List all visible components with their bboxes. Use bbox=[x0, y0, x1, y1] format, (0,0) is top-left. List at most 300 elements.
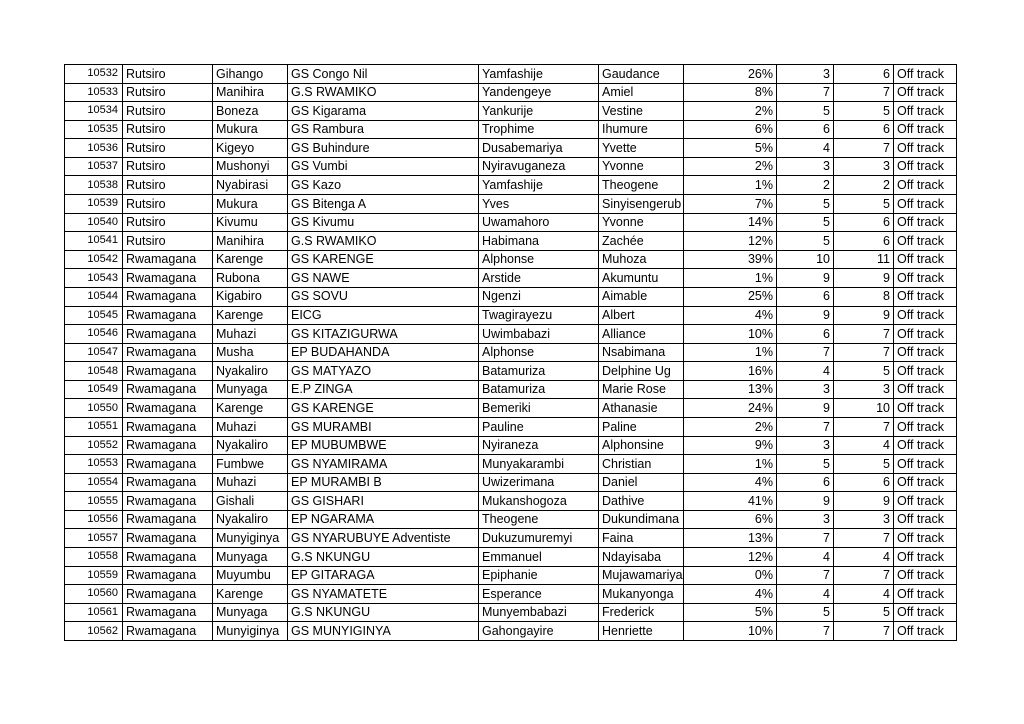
cell-id: 10537 bbox=[65, 157, 123, 176]
cell-percent: 41% bbox=[684, 492, 777, 511]
cell-district: Rwamagana bbox=[123, 436, 213, 455]
cell-district: Rwamagana bbox=[123, 399, 213, 418]
cell-sector: Muhazi bbox=[213, 473, 288, 492]
cell-sector: Munyiginya bbox=[213, 622, 288, 641]
cell-teacher-last-name: Paline bbox=[599, 417, 684, 436]
cell-score-b: 7 bbox=[834, 83, 894, 102]
cell-school: GS Kazo bbox=[288, 176, 479, 195]
cell-id: 10543 bbox=[65, 269, 123, 288]
cell-status: Off track bbox=[894, 622, 957, 641]
cell-sector: Gishali bbox=[213, 492, 288, 511]
table-row bbox=[65, 120, 957, 139]
cell-district: Rutsiro bbox=[123, 232, 213, 251]
cell-score-b: 7 bbox=[834, 529, 894, 548]
cell-teacher-last-name: Dukundimana bbox=[599, 510, 684, 529]
cell-district: Rutsiro bbox=[123, 83, 213, 102]
table-row bbox=[65, 176, 957, 195]
cell-sector: Manihira bbox=[213, 232, 288, 251]
cell-school: GS KARENGE bbox=[288, 399, 479, 418]
cell-teacher-first-name: Dukuzumuremyi bbox=[479, 529, 599, 548]
cell-score-b: 6 bbox=[834, 120, 894, 139]
cell-score-b: 9 bbox=[834, 306, 894, 325]
cell-district: Rwamagana bbox=[123, 492, 213, 511]
cell-score-a: 5 bbox=[777, 195, 834, 214]
cell-district: Rwamagana bbox=[123, 287, 213, 306]
cell-score-a: 7 bbox=[777, 622, 834, 641]
cell-teacher-last-name: Yvonne bbox=[599, 213, 684, 232]
cell-id: 10557 bbox=[65, 529, 123, 548]
cell-teacher-first-name: Alphonse bbox=[479, 343, 599, 362]
cell-status: Off track bbox=[894, 603, 957, 622]
cell-status: Off track bbox=[894, 213, 957, 232]
cell-percent: 8% bbox=[684, 83, 777, 102]
cell-school: GS GISHARI bbox=[288, 492, 479, 511]
cell-percent: 5% bbox=[684, 603, 777, 622]
cell-teacher-last-name: Dathive bbox=[599, 492, 684, 511]
cell-teacher-first-name: Munyakarambi bbox=[479, 455, 599, 474]
cell-id: 10532 bbox=[65, 65, 123, 84]
cell-sector: Kigabiro bbox=[213, 287, 288, 306]
cell-score-a: 4 bbox=[777, 139, 834, 158]
cell-district: Rwamagana bbox=[123, 325, 213, 344]
cell-percent: 16% bbox=[684, 362, 777, 381]
cell-score-a: 3 bbox=[777, 65, 834, 84]
cell-teacher-first-name: Pauline bbox=[479, 417, 599, 436]
cell-teacher-first-name: Uwamahoro bbox=[479, 213, 599, 232]
cell-teacher-first-name: Habimana bbox=[479, 232, 599, 251]
cell-teacher-last-name: Theogene bbox=[599, 176, 684, 195]
cell-id: 10550 bbox=[65, 399, 123, 418]
cell-school: EICG bbox=[288, 306, 479, 325]
cell-id: 10560 bbox=[65, 585, 123, 604]
cell-sector: Fumbwe bbox=[213, 455, 288, 474]
cell-teacher-first-name: Batamuriza bbox=[479, 362, 599, 381]
cell-school: GS NYAMATETE bbox=[288, 585, 479, 604]
cell-id: 10545 bbox=[65, 306, 123, 325]
cell-score-b: 4 bbox=[834, 585, 894, 604]
cell-teacher-first-name: Bemeriki bbox=[479, 399, 599, 418]
cell-percent: 1% bbox=[684, 455, 777, 474]
cell-district: Rwamagana bbox=[123, 343, 213, 362]
cell-sector: Mushonyi bbox=[213, 157, 288, 176]
cell-percent: 7% bbox=[684, 195, 777, 214]
cell-district: Rutsiro bbox=[123, 120, 213, 139]
cell-teacher-last-name: Zachée bbox=[599, 232, 684, 251]
cell-score-a: 6 bbox=[777, 473, 834, 492]
cell-teacher-first-name: Emmanuel bbox=[479, 548, 599, 567]
cell-id: 10562 bbox=[65, 622, 123, 641]
cell-percent: 13% bbox=[684, 529, 777, 548]
cell-status: Off track bbox=[894, 399, 957, 418]
cell-score-b: 7 bbox=[834, 343, 894, 362]
cell-district: Rwamagana bbox=[123, 566, 213, 585]
cell-sector: Mukura bbox=[213, 120, 288, 139]
cell-score-b: 5 bbox=[834, 455, 894, 474]
cell-teacher-first-name: Batamuriza bbox=[479, 380, 599, 399]
table-row bbox=[65, 529, 957, 548]
cell-school: GS Kivumu bbox=[288, 213, 479, 232]
cell-school: GS SOVU bbox=[288, 287, 479, 306]
cell-teacher-last-name: Vestine bbox=[599, 102, 684, 121]
cell-sector: Gihango bbox=[213, 65, 288, 84]
cell-status: Off track bbox=[894, 529, 957, 548]
cell-school: G.S NKUNGU bbox=[288, 603, 479, 622]
table-row bbox=[65, 417, 957, 436]
cell-school: EP MURAMBI B bbox=[288, 473, 479, 492]
cell-teacher-first-name: Twagirayezu bbox=[479, 306, 599, 325]
cell-sector: Munyaga bbox=[213, 603, 288, 622]
table-row bbox=[65, 287, 957, 306]
cell-school: EP BUDAHANDA bbox=[288, 343, 479, 362]
cell-teacher-last-name: Christian bbox=[599, 455, 684, 474]
cell-teacher-first-name: Dusabemariya bbox=[479, 139, 599, 158]
table-row bbox=[65, 102, 957, 121]
cell-district: Rutsiro bbox=[123, 195, 213, 214]
cell-id: 10539 bbox=[65, 195, 123, 214]
cell-sector: Kigeyo bbox=[213, 139, 288, 158]
cell-district: Rutsiro bbox=[123, 157, 213, 176]
cell-score-b: 3 bbox=[834, 157, 894, 176]
table-row bbox=[65, 65, 957, 84]
cell-teacher-last-name: Nsabimana bbox=[599, 343, 684, 362]
cell-id: 10547 bbox=[65, 343, 123, 362]
cell-teacher-last-name: Henriette bbox=[599, 622, 684, 641]
cell-district: Rwamagana bbox=[123, 529, 213, 548]
cell-sector: Musha bbox=[213, 343, 288, 362]
cell-score-b: 3 bbox=[834, 380, 894, 399]
cell-district: Rwamagana bbox=[123, 380, 213, 399]
cell-id: 10551 bbox=[65, 417, 123, 436]
cell-sector: Manihira bbox=[213, 83, 288, 102]
table-row bbox=[65, 306, 957, 325]
cell-teacher-last-name: Alphonsine bbox=[599, 436, 684, 455]
cell-percent: 0% bbox=[684, 566, 777, 585]
cell-teacher-first-name: Yamfashije bbox=[479, 176, 599, 195]
cell-score-a: 7 bbox=[777, 566, 834, 585]
cell-score-b: 4 bbox=[834, 436, 894, 455]
cell-district: Rwamagana bbox=[123, 622, 213, 641]
cell-teacher-first-name: Nyiravuganeza bbox=[479, 157, 599, 176]
table-row bbox=[65, 399, 957, 418]
cell-district: Rwamagana bbox=[123, 603, 213, 622]
cell-district: Rutsiro bbox=[123, 176, 213, 195]
table-row bbox=[65, 585, 957, 604]
cell-status: Off track bbox=[894, 455, 957, 474]
table-row bbox=[65, 510, 957, 529]
cell-teacher-first-name: Yandengeye bbox=[479, 83, 599, 102]
cell-teacher-first-name: Uwizerimana bbox=[479, 473, 599, 492]
cell-district: Rwamagana bbox=[123, 250, 213, 269]
cell-teacher-first-name: Alphonse bbox=[479, 250, 599, 269]
cell-score-b: 11 bbox=[834, 250, 894, 269]
cell-score-b: 8 bbox=[834, 287, 894, 306]
cell-id: 10559 bbox=[65, 566, 123, 585]
cell-teacher-last-name: Alliance bbox=[599, 325, 684, 344]
cell-district: Rwamagana bbox=[123, 473, 213, 492]
school-performance-table bbox=[64, 64, 957, 641]
cell-id: 10561 bbox=[65, 603, 123, 622]
cell-teacher-first-name: Ngenzi bbox=[479, 287, 599, 306]
cell-teacher-last-name: Ihumure bbox=[599, 120, 684, 139]
cell-score-a: 3 bbox=[777, 380, 834, 399]
cell-teacher-first-name: Nyiraneza bbox=[479, 436, 599, 455]
table-body bbox=[65, 65, 957, 641]
cell-school: EP MUBUMBWE bbox=[288, 436, 479, 455]
cell-district: Rutsiro bbox=[123, 213, 213, 232]
cell-sector: Munyiginya bbox=[213, 529, 288, 548]
table-row bbox=[65, 269, 957, 288]
cell-district: Rwamagana bbox=[123, 585, 213, 604]
cell-school: EP NGARAMA bbox=[288, 510, 479, 529]
cell-percent: 4% bbox=[684, 306, 777, 325]
cell-status: Off track bbox=[894, 362, 957, 381]
cell-percent: 6% bbox=[684, 510, 777, 529]
cell-percent: 4% bbox=[684, 585, 777, 604]
table-row bbox=[65, 343, 957, 362]
cell-score-b: 9 bbox=[834, 492, 894, 511]
cell-id: 10542 bbox=[65, 250, 123, 269]
cell-id: 10546 bbox=[65, 325, 123, 344]
cell-sector: Munyaga bbox=[213, 548, 288, 567]
cell-percent: 25% bbox=[684, 287, 777, 306]
cell-status: Off track bbox=[894, 548, 957, 567]
cell-id: 10540 bbox=[65, 213, 123, 232]
cell-school: GS Kigarama bbox=[288, 102, 479, 121]
cell-school: EP GITARAGA bbox=[288, 566, 479, 585]
cell-percent: 10% bbox=[684, 325, 777, 344]
cell-id: 10554 bbox=[65, 473, 123, 492]
table-row bbox=[65, 455, 957, 474]
cell-teacher-last-name: Delphine Ug bbox=[599, 362, 684, 381]
cell-teacher-first-name: Gahongayire bbox=[479, 622, 599, 641]
cell-teacher-last-name: Sinyisengerub bbox=[599, 195, 684, 214]
table-row bbox=[65, 195, 957, 214]
cell-id: 10553 bbox=[65, 455, 123, 474]
cell-sector: Muhazi bbox=[213, 417, 288, 436]
table-row bbox=[65, 232, 957, 251]
cell-sector: Nyakaliro bbox=[213, 436, 288, 455]
cell-id: 10544 bbox=[65, 287, 123, 306]
cell-school: GS NAWE bbox=[288, 269, 479, 288]
cell-district: Rutsiro bbox=[123, 102, 213, 121]
cell-percent: 39% bbox=[684, 250, 777, 269]
cell-score-b: 5 bbox=[834, 362, 894, 381]
cell-school: GS Vumbi bbox=[288, 157, 479, 176]
cell-teacher-last-name: Faina bbox=[599, 529, 684, 548]
cell-percent: 4% bbox=[684, 473, 777, 492]
cell-school: GS NYAMIRAMA bbox=[288, 455, 479, 474]
cell-id: 10558 bbox=[65, 548, 123, 567]
cell-teacher-last-name: Frederick bbox=[599, 603, 684, 622]
cell-status: Off track bbox=[894, 585, 957, 604]
table-row bbox=[65, 157, 957, 176]
cell-percent: 14% bbox=[684, 213, 777, 232]
cell-score-a: 9 bbox=[777, 269, 834, 288]
cell-district: Rwamagana bbox=[123, 455, 213, 474]
cell-district: Rutsiro bbox=[123, 65, 213, 84]
cell-sector: Munyaga bbox=[213, 380, 288, 399]
cell-teacher-last-name: Marie Rose bbox=[599, 380, 684, 399]
cell-status: Off track bbox=[894, 65, 957, 84]
cell-score-a: 5 bbox=[777, 232, 834, 251]
cell-status: Off track bbox=[894, 417, 957, 436]
cell-sector: Kivumu bbox=[213, 213, 288, 232]
table-row bbox=[65, 213, 957, 232]
cell-score-a: 2 bbox=[777, 176, 834, 195]
cell-score-b: 4 bbox=[834, 548, 894, 567]
cell-sector: Muhazi bbox=[213, 325, 288, 344]
cell-percent: 10% bbox=[684, 622, 777, 641]
cell-score-a: 5 bbox=[777, 102, 834, 121]
cell-percent: 1% bbox=[684, 176, 777, 195]
table-row bbox=[65, 325, 957, 344]
cell-teacher-last-name: Yvonne bbox=[599, 157, 684, 176]
cell-percent: 24% bbox=[684, 399, 777, 418]
table-row bbox=[65, 83, 957, 102]
cell-score-b: 7 bbox=[834, 417, 894, 436]
cell-score-a: 7 bbox=[777, 343, 834, 362]
cell-score-a: 9 bbox=[777, 492, 834, 511]
table-row bbox=[65, 380, 957, 399]
cell-score-a: 4 bbox=[777, 548, 834, 567]
cell-teacher-last-name: Mukanyonga bbox=[599, 585, 684, 604]
cell-score-a: 5 bbox=[777, 213, 834, 232]
cell-score-a: 9 bbox=[777, 306, 834, 325]
cell-status: Off track bbox=[894, 176, 957, 195]
cell-score-a: 6 bbox=[777, 287, 834, 306]
cell-teacher-last-name: Albert bbox=[599, 306, 684, 325]
cell-school: GS Bitenga A bbox=[288, 195, 479, 214]
cell-score-b: 6 bbox=[834, 232, 894, 251]
cell-status: Off track bbox=[894, 232, 957, 251]
cell-status: Off track bbox=[894, 250, 957, 269]
table-row bbox=[65, 492, 957, 511]
cell-id: 10548 bbox=[65, 362, 123, 381]
cell-teacher-first-name: Yves bbox=[479, 195, 599, 214]
table-row bbox=[65, 548, 957, 567]
cell-school: GS Congo Nil bbox=[288, 65, 479, 84]
cell-sector: Boneza bbox=[213, 102, 288, 121]
cell-score-b: 5 bbox=[834, 102, 894, 121]
cell-id: 10555 bbox=[65, 492, 123, 511]
cell-score-b: 9 bbox=[834, 269, 894, 288]
cell-teacher-first-name: Munyembabazi bbox=[479, 603, 599, 622]
cell-score-b: 5 bbox=[834, 195, 894, 214]
cell-id: 10541 bbox=[65, 232, 123, 251]
cell-status: Off track bbox=[894, 343, 957, 362]
cell-district: Rwamagana bbox=[123, 548, 213, 567]
cell-score-b: 6 bbox=[834, 473, 894, 492]
cell-percent: 12% bbox=[684, 548, 777, 567]
cell-sector: Karenge bbox=[213, 306, 288, 325]
cell-status: Off track bbox=[894, 380, 957, 399]
cell-score-b: 6 bbox=[834, 65, 894, 84]
cell-sector: Karenge bbox=[213, 250, 288, 269]
cell-score-b: 7 bbox=[834, 139, 894, 158]
cell-score-a: 5 bbox=[777, 455, 834, 474]
cell-school: GS Rambura bbox=[288, 120, 479, 139]
cell-status: Off track bbox=[894, 83, 957, 102]
cell-teacher-last-name: Daniel bbox=[599, 473, 684, 492]
cell-score-b: 7 bbox=[834, 622, 894, 641]
cell-teacher-last-name: Aimable bbox=[599, 287, 684, 306]
cell-teacher-first-name: Theogene bbox=[479, 510, 599, 529]
cell-score-a: 3 bbox=[777, 157, 834, 176]
cell-id: 10535 bbox=[65, 120, 123, 139]
table-row bbox=[65, 139, 957, 158]
cell-sector: Nyakaliro bbox=[213, 362, 288, 381]
cell-percent: 13% bbox=[684, 380, 777, 399]
cell-status: Off track bbox=[894, 566, 957, 585]
cell-teacher-first-name: Mukanshogoza bbox=[479, 492, 599, 511]
cell-district: Rutsiro bbox=[123, 139, 213, 158]
cell-sector: Muyumbu bbox=[213, 566, 288, 585]
cell-teacher-last-name: Akumuntu bbox=[599, 269, 684, 288]
cell-school: GS Buhindure bbox=[288, 139, 479, 158]
cell-score-b: 5 bbox=[834, 603, 894, 622]
cell-score-b: 3 bbox=[834, 510, 894, 529]
cell-status: Off track bbox=[894, 287, 957, 306]
cell-id: 10549 bbox=[65, 380, 123, 399]
cell-id: 10552 bbox=[65, 436, 123, 455]
cell-percent: 1% bbox=[684, 343, 777, 362]
cell-teacher-last-name: Yvette bbox=[599, 139, 684, 158]
cell-sector: Nyabirasi bbox=[213, 176, 288, 195]
cell-score-a: 7 bbox=[777, 417, 834, 436]
cell-score-b: 7 bbox=[834, 566, 894, 585]
table-row bbox=[65, 436, 957, 455]
cell-teacher-last-name: Gaudance bbox=[599, 65, 684, 84]
cell-status: Off track bbox=[894, 306, 957, 325]
cell-district: Rwamagana bbox=[123, 417, 213, 436]
cell-score-a: 4 bbox=[777, 585, 834, 604]
cell-sector: Karenge bbox=[213, 399, 288, 418]
cell-id: 10534 bbox=[65, 102, 123, 121]
cell-percent: 26% bbox=[684, 65, 777, 84]
cell-status: Off track bbox=[894, 436, 957, 455]
cell-sector: Karenge bbox=[213, 585, 288, 604]
cell-percent: 6% bbox=[684, 120, 777, 139]
cell-id: 10538 bbox=[65, 176, 123, 195]
cell-status: Off track bbox=[894, 195, 957, 214]
cell-status: Off track bbox=[894, 269, 957, 288]
cell-score-a: 6 bbox=[777, 120, 834, 139]
cell-score-a: 3 bbox=[777, 510, 834, 529]
cell-id: 10533 bbox=[65, 83, 123, 102]
cell-status: Off track bbox=[894, 473, 957, 492]
cell-percent: 2% bbox=[684, 157, 777, 176]
cell-status: Off track bbox=[894, 510, 957, 529]
cell-score-a: 7 bbox=[777, 529, 834, 548]
cell-percent: 5% bbox=[684, 139, 777, 158]
cell-school: G.S RWAMIKO bbox=[288, 83, 479, 102]
cell-teacher-last-name: Athanasie bbox=[599, 399, 684, 418]
cell-district: Rwamagana bbox=[123, 510, 213, 529]
cell-teacher-first-name: Epiphanie bbox=[479, 566, 599, 585]
cell-school: G.S RWAMIKO bbox=[288, 232, 479, 251]
cell-school: GS MUNYIGINYA bbox=[288, 622, 479, 641]
cell-id: 10536 bbox=[65, 139, 123, 158]
cell-teacher-last-name: Ndayisaba bbox=[599, 548, 684, 567]
cell-status: Off track bbox=[894, 139, 957, 158]
cell-score-a: 10 bbox=[777, 250, 834, 269]
cell-school: E.P ZINGA bbox=[288, 380, 479, 399]
cell-school: GS NYARUBUYE Adventiste bbox=[288, 529, 479, 548]
table-row bbox=[65, 622, 957, 641]
cell-percent: 2% bbox=[684, 417, 777, 436]
cell-sector: Mukura bbox=[213, 195, 288, 214]
cell-district: Rwamagana bbox=[123, 306, 213, 325]
